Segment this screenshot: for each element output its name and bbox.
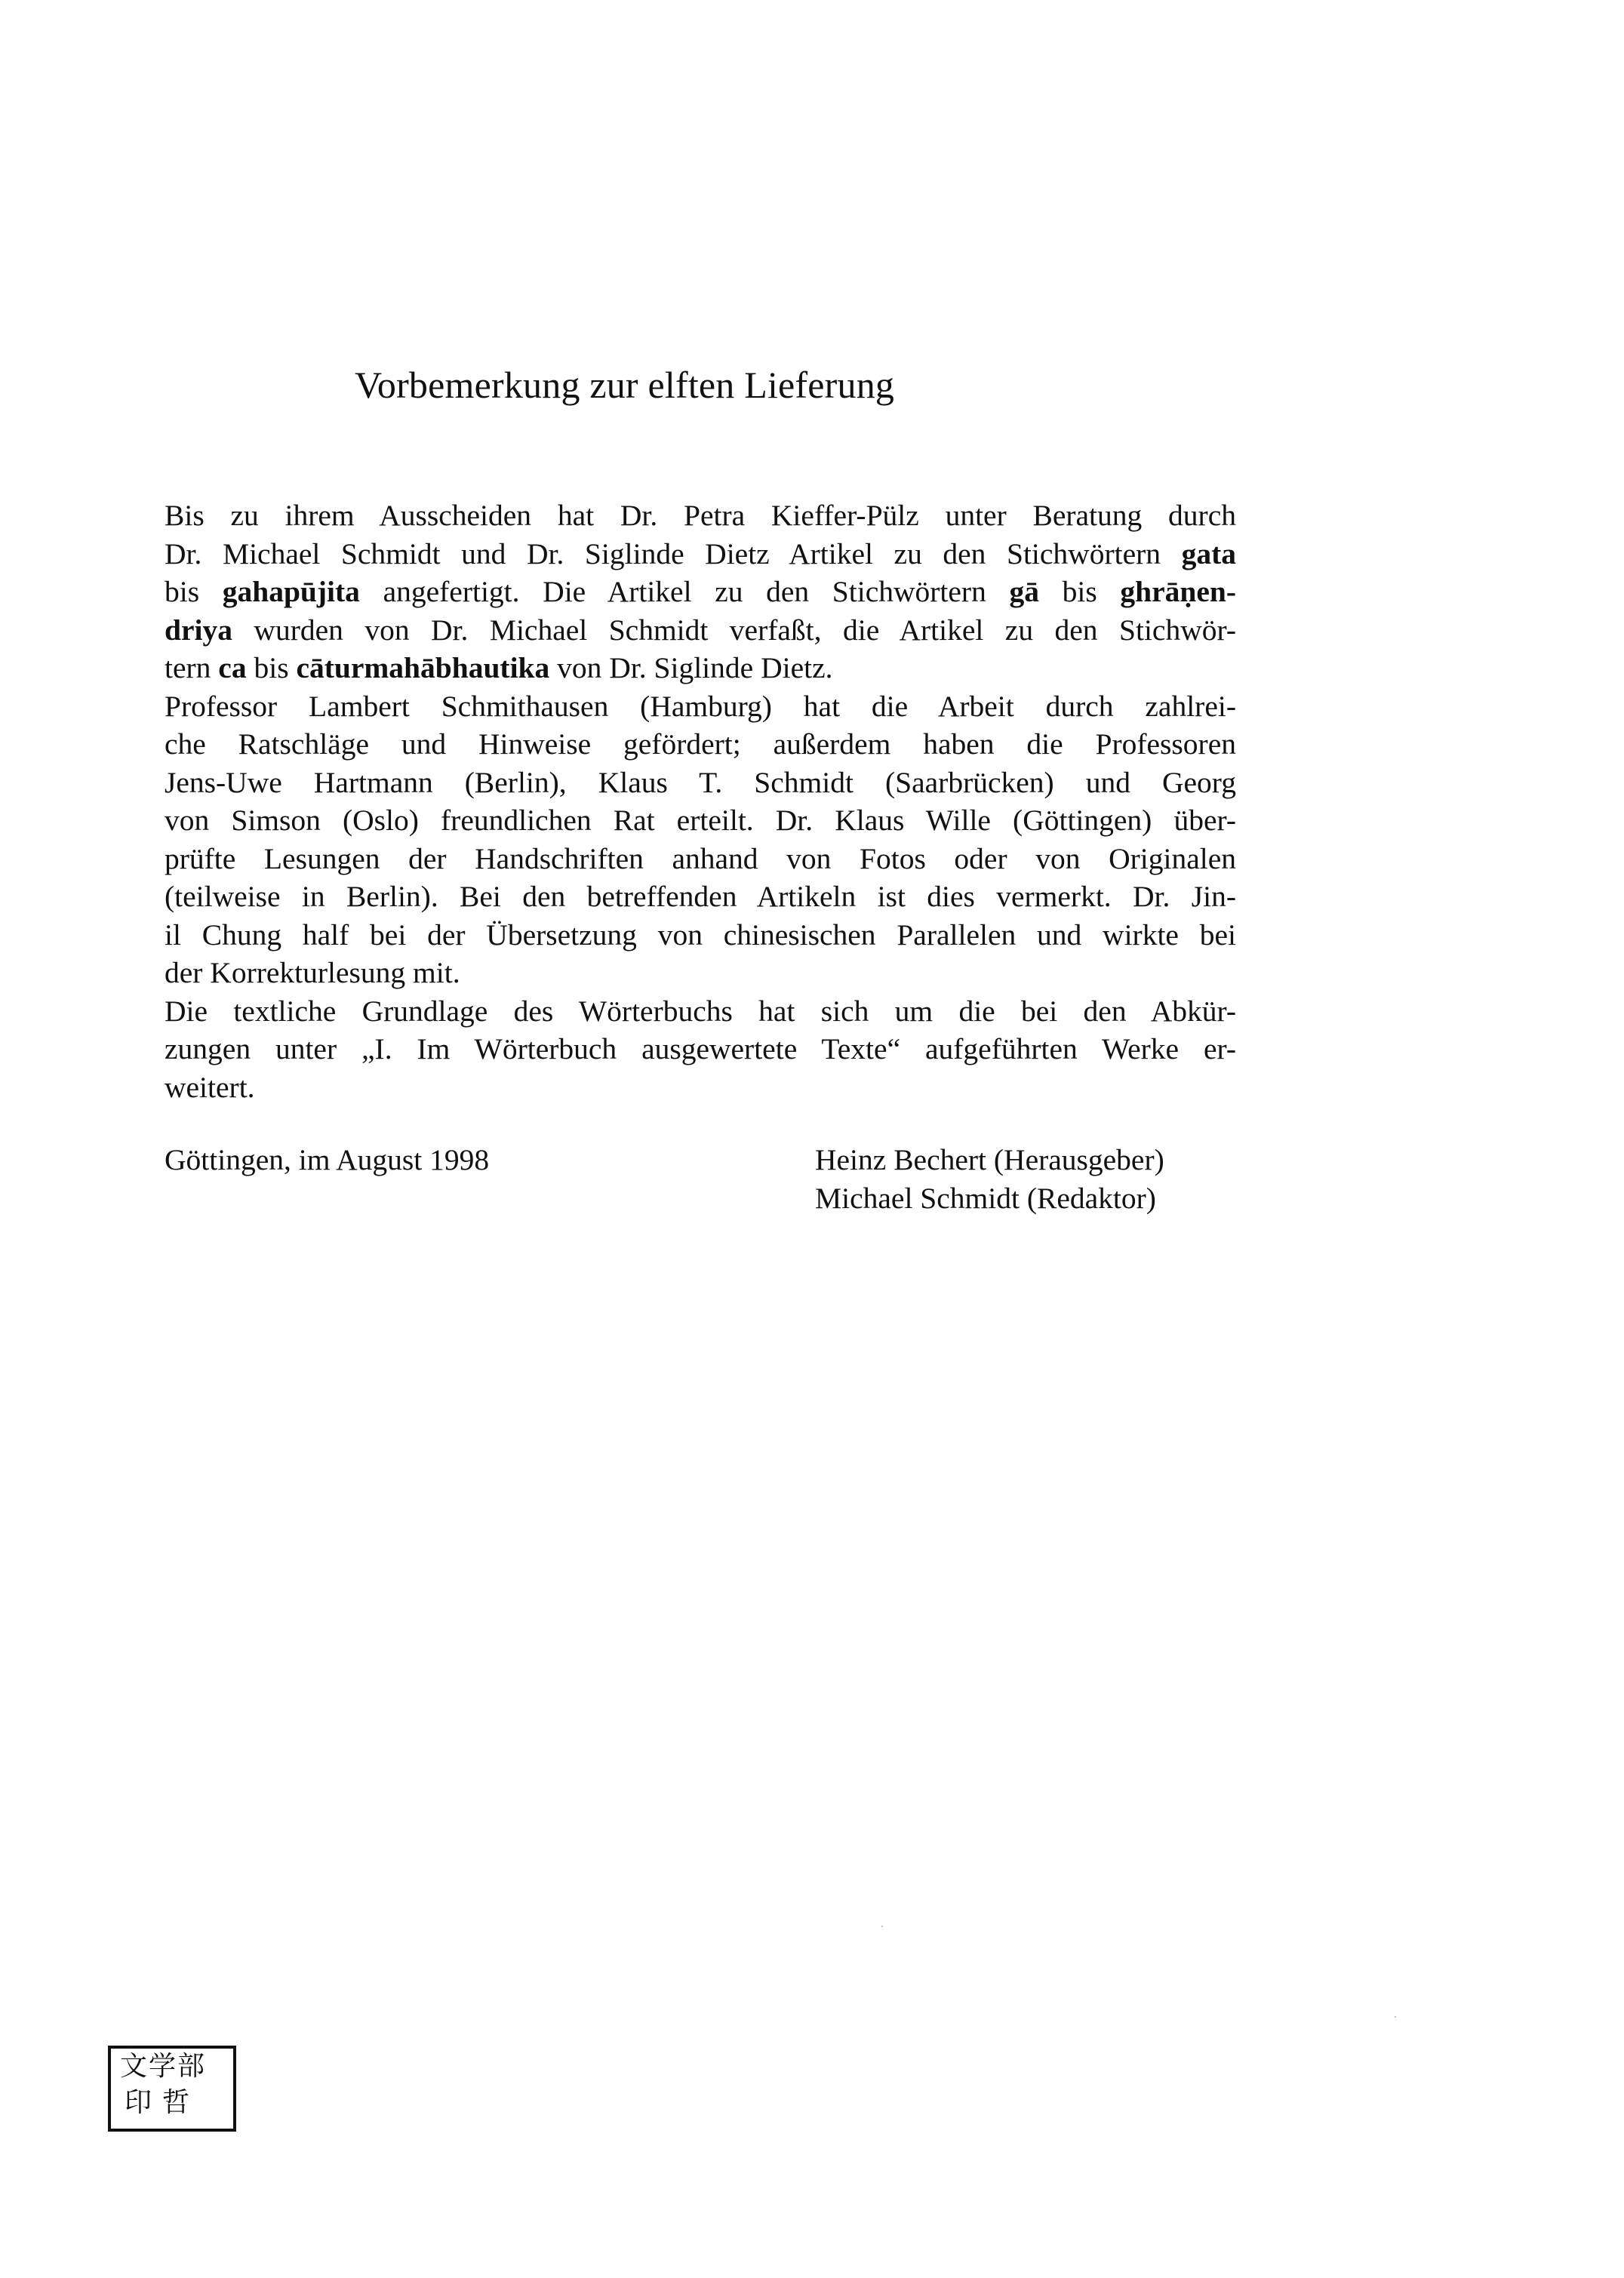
page-title: Vorbemerkung zur elften Lieferung [355,364,895,406]
headword: ghrāṇen- [1120,575,1236,608]
text-run: bis [246,651,297,684]
body-paragraph [165,992,1236,1107]
text-line [165,725,1236,764]
library-stamp [108,2046,236,2132]
headword: ca [218,651,247,684]
text-run: von Dr. Siglinde Dietz. [549,651,833,684]
text-line [165,1030,1236,1068]
text-run: Die textliche Grundlage des Wörterbuchs hat sich um die bei den Abkür- [165,994,1236,1028]
text-line [165,496,1236,535]
text-line [165,573,1236,611]
text-run: Bis zu ihrem Ausscheiden hat Dr. Petra Kieffer-Pülz unter Beratung durch [165,499,1236,532]
body-text [165,496,1236,1106]
text-run: che Ratschläge und Hinweise gefördert; außerdem haben die Professoren [165,727,1236,761]
text-run: von Simson (Oslo) freundlichen Rat erteilt. Dr. Klaus Wille (Göttingen) über- [165,804,1236,837]
text-run: (teilweise in Berlin). Bei den betreffenden Artikeln ist dies vermerkt. Dr. Jin- [165,880,1236,913]
text-line [165,954,1236,992]
text-line [165,1068,1236,1107]
text-line [165,878,1236,916]
text-run: wurden von Dr. Michael Schmidt verfaßt, die Artikel zu den Stichwör- [232,613,1236,647]
text-line [165,801,1236,840]
text-line [165,611,1236,650]
text-run: bis [165,575,223,608]
signature-place-date: Göttingen, im August 1998 [165,1143,490,1176]
body-paragraph [165,496,1236,687]
text-run: weitert. [165,1070,255,1104]
text-line [165,687,1236,726]
scan-speck [881,1926,883,1927]
headword: gā [1009,575,1039,608]
text-run: il Chung half bei der Übersetzung von chinesischen Parallelen und wirkte bei [165,918,1236,951]
text-line [165,916,1236,955]
text-run: Dr. Michael Schmidt und Dr. Siglinde Dietz Artikel zu den Stichwörtern [165,536,1182,570]
text-run: zungen unter „I. Im Wörterbuch ausgewertete Texte“ aufgeführten Werke er- [165,1032,1236,1065]
stamp-row-1: 文学部 [120,2051,207,2082]
headword: gahapūjita [222,575,360,608]
text-line [165,649,1236,687]
headword: cāturmahābhautika [296,651,550,684]
text-line [165,840,1236,878]
signature-redactor: Michael Schmidt (Redaktor) [815,1181,1156,1215]
text-run: Professor Lambert Schmithausen (Hamburg) hat die Arbeit durch zahlrei- [165,689,1236,723]
headword: gata [1181,536,1236,570]
stamp-row-2: 印哲 [125,2087,201,2118]
text-run: prüfte Lesungen der Handschriften anhand von Fotos oder von Originalen [165,841,1236,875]
text-line [165,764,1236,802]
signature-editor: Heinz Bechert (Herausgeber) [815,1143,1164,1176]
text-run: Jens-Uwe Hartmann (Berlin), Klaus T. Schmidt (Saarbrücken) und Georg [165,765,1236,799]
text-run: tern [165,651,219,684]
scan-speck [1395,2016,1396,2018]
text-run: der Korrekturlesung mit. [165,956,460,989]
text-line [165,535,1236,573]
text-run: bis [1038,575,1121,608]
text-run: angefertigt. Die Artikel zu den Stichwörtern [359,575,1010,608]
body-paragraph [165,687,1236,992]
headword: driya [165,613,232,647]
signature-names [815,1141,1164,1217]
text-line [165,992,1236,1031]
